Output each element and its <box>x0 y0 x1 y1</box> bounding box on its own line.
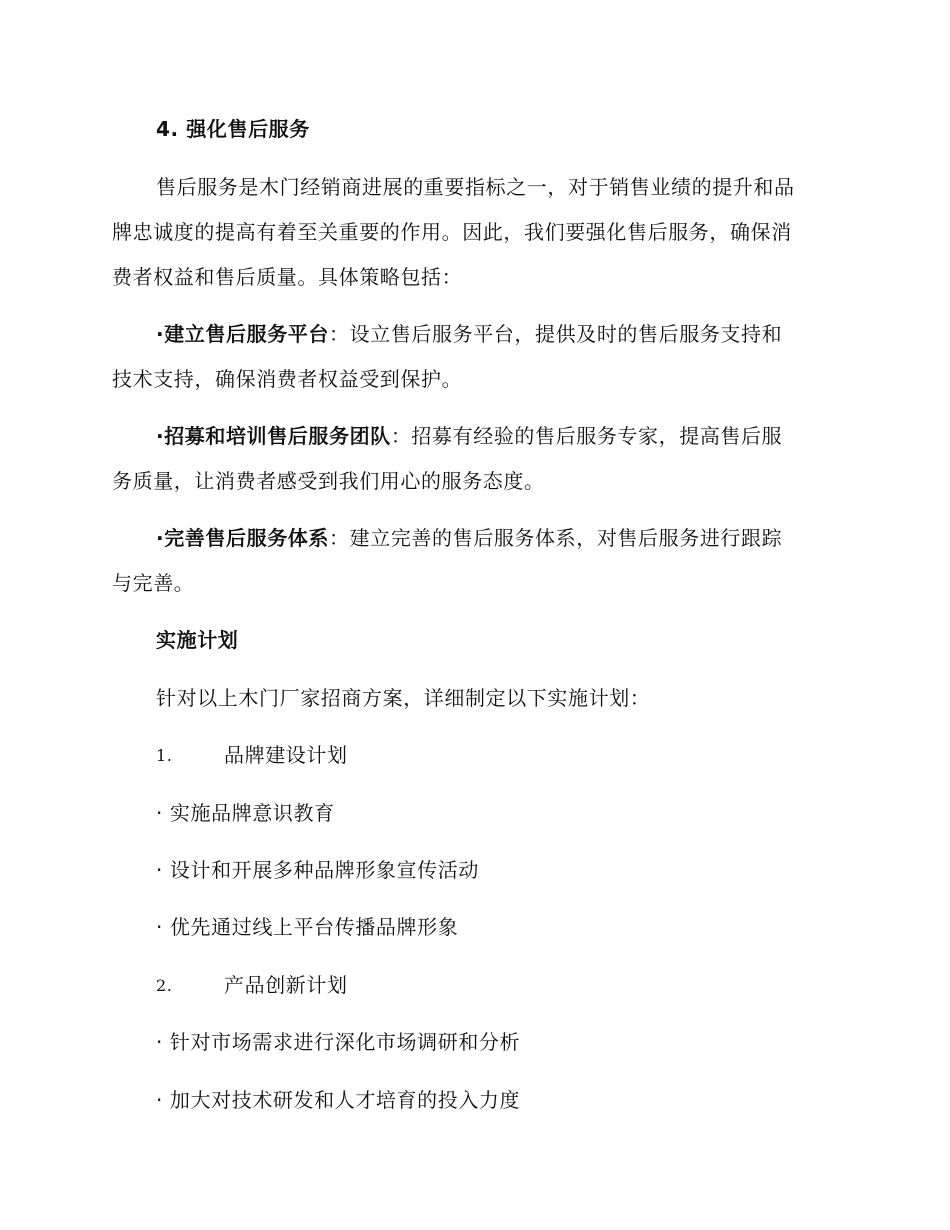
strategy-item <box>156 525 782 551</box>
bullet: · <box>156 424 165 448</box>
strategy-title: 建立售后服务平台 <box>164 322 330 346</box>
plan-number: 2. <box>156 976 173 995</box>
separator: ： <box>329 322 350 346</box>
strategy-text-continued: 与完善。 <box>112 571 195 595</box>
strategy-text: 招募有经验的售后服务专家，提高售后服 <box>411 424 783 448</box>
intro-paragraph-line-2: 牌忠诚度的提高有着至关重要的作用。因此，我们要强化售后服务，确保消 <box>112 220 792 244</box>
strategy-text: 设立售后服务平台，提供及时的售后服务支持和 <box>349 322 783 346</box>
list-item: · 实施品牌意识教育 <box>156 801 335 825</box>
strategy-text-continued: 技术支持，确保消费者权益受到保护。 <box>112 367 463 391</box>
plan-intro: 针对以上木门厂家招商方案，详细制定以下实施计划： <box>156 686 651 710</box>
strategy-title: 完善售后服务体系 <box>164 526 330 550</box>
plan-heading: 实施计划 <box>156 628 239 652</box>
list-item: · 针对市场需求进行深化市场调研和分析 <box>156 1030 521 1054</box>
bullet: · <box>156 526 165 550</box>
strategy-text-continued: 务质量，让消费者感受到我们用心的服务态度。 <box>112 469 545 493</box>
list-item: · 优先通过线上平台传播品牌形象 <box>156 915 459 939</box>
strategy-text: 建立完善的售后服务体系，对售后服务进行跟踪 <box>349 526 783 550</box>
strategy-title: 招募和培训售后服务团队 <box>164 424 391 448</box>
section-heading: 4. 强化售后服务 <box>156 117 310 141</box>
strategy-item <box>156 321 782 347</box>
list-item: · 加大对技术研发和人才培育的投入力度 <box>156 1088 521 1112</box>
strategy-item <box>156 423 782 449</box>
separator: ： <box>390 424 412 448</box>
bullet: · <box>156 322 165 346</box>
plan-title: 产品创新计划 <box>224 973 348 997</box>
list-item: · 设计和开展多种品牌形象宣传活动 <box>156 858 479 882</box>
plan-number: 1. <box>156 746 173 765</box>
intro-paragraph-line-3: 费者权益和售后质量。具体策略包括： <box>112 265 463 289</box>
intro-paragraph-line-1: 售后服务是木门经销商进展的重要指标之一，对于销售业绩的提升和品 <box>156 175 795 199</box>
separator: ： <box>329 526 350 550</box>
plan-title: 品牌建设计划 <box>224 743 348 767</box>
